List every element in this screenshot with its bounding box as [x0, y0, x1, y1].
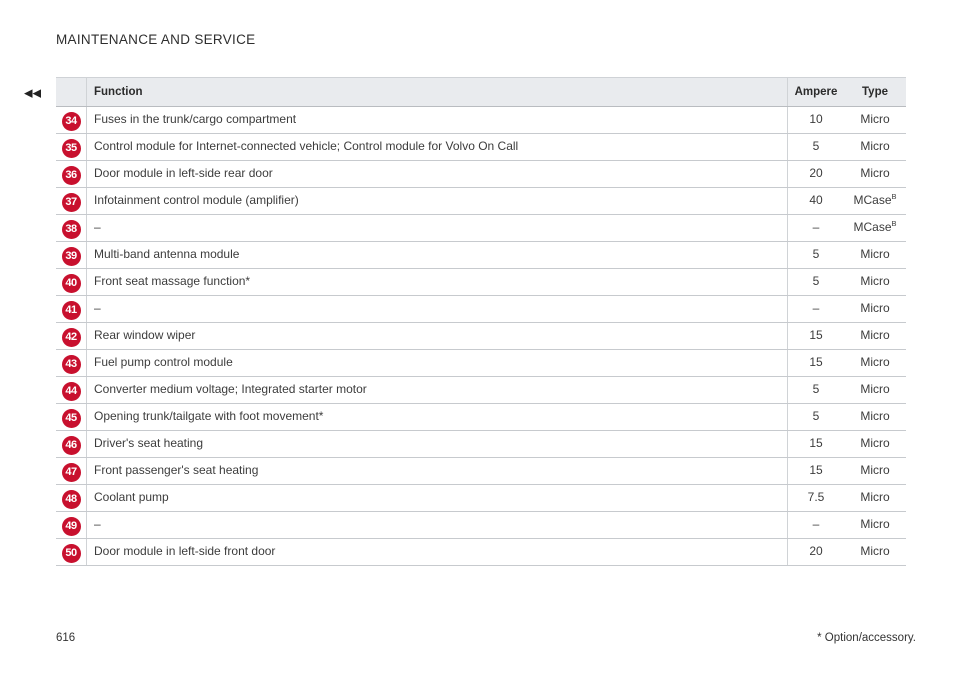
fuse-ampere: 5 [788, 242, 845, 269]
fuse-function: Fuel pump control module [87, 350, 788, 377]
fuse-number-badge: 34 [62, 112, 81, 131]
table-row [56, 269, 906, 296]
fuse-ampere: 15 [788, 431, 845, 458]
fuse-ampere: – [788, 296, 845, 323]
fuse-number-cell [56, 431, 87, 458]
fuse-type: Micro [860, 544, 890, 558]
fuse-number-cell [56, 485, 87, 512]
table-row [56, 350, 906, 377]
fuse-number-cell [56, 377, 87, 404]
table-row [56, 323, 906, 350]
fuse-type: Micro [860, 328, 890, 342]
fuse-type: Micro [860, 355, 890, 369]
fuse-function: – [87, 215, 788, 242]
fuse-number-cell [56, 296, 87, 323]
fuse-type-cell [844, 431, 906, 458]
fuse-type: Micro [860, 274, 890, 288]
footnote: * Option/accessory. [817, 632, 916, 644]
fuse-number-cell [56, 269, 87, 296]
fuse-function: – [87, 512, 788, 539]
fuse-type: Micro [860, 247, 890, 261]
fuse-type-cell [844, 404, 906, 431]
fuse-number-cell [56, 539, 87, 566]
header-function: Function [87, 78, 788, 107]
fuse-ampere: 5 [788, 134, 845, 161]
fuse-ampere: 15 [788, 323, 845, 350]
fuse-number-cell [56, 350, 87, 377]
fuse-type: Micro [860, 517, 890, 531]
fuse-function: Driver's seat heating [87, 431, 788, 458]
fuse-number-badge: 39 [62, 247, 81, 266]
fuse-type: MCase [853, 193, 892, 207]
fuse-number-cell [56, 404, 87, 431]
fuse-type-superscript: B [891, 219, 897, 228]
fuse-function: Multi-band antenna module [87, 242, 788, 269]
fuse-function: Fuses in the trunk/cargo compartment [87, 107, 788, 134]
fuse-function: Rear window wiper [87, 323, 788, 350]
fuse-number-badge: 36 [62, 166, 81, 185]
table-row [56, 485, 906, 512]
table-row [56, 161, 906, 188]
fuse-function: Front passenger's seat heating [87, 458, 788, 485]
fuse-type-cell [844, 134, 906, 161]
fuse-function: Opening trunk/tailgate with foot movement* [87, 404, 788, 431]
fuse-type-cell [844, 296, 906, 323]
fuse-ampere: 40 [788, 188, 845, 215]
table-row [56, 188, 906, 215]
fuse-type: Micro [860, 436, 890, 450]
header-number [56, 78, 87, 107]
fuse-function: Coolant pump [87, 485, 788, 512]
fuse-number-badge: 38 [62, 220, 81, 239]
fuse-number-badge: 46 [62, 436, 81, 455]
page-number: 616 [56, 632, 76, 644]
fuse-number-cell [56, 512, 87, 539]
fuse-number-badge: 49 [62, 517, 81, 536]
fuse-type-cell [844, 539, 906, 566]
table-header-row [56, 78, 906, 107]
fuse-ampere: 5 [788, 404, 845, 431]
fuse-type: Micro [860, 463, 890, 477]
fuse-function: Infotainment control module (amplifier) [87, 188, 788, 215]
table-row [56, 512, 906, 539]
table-row [56, 404, 906, 431]
fuse-number-badge: 43 [62, 355, 81, 374]
fuse-type-cell [844, 215, 906, 242]
fuse-type: MCase [853, 220, 892, 234]
fuse-type: Micro [860, 409, 890, 423]
fuse-function: Door module in left-side front door [87, 539, 788, 566]
table-row [56, 296, 906, 323]
fuse-number-cell [56, 458, 87, 485]
table-row [56, 107, 906, 134]
fuse-type-superscript: B [891, 192, 897, 201]
fuse-type-cell [844, 269, 906, 296]
table-row [56, 431, 906, 458]
section-title: MAINTENANCE AND SERVICE [56, 32, 256, 47]
fuse-number-badge: 45 [62, 409, 81, 428]
fuse-function: Front seat massage function* [87, 269, 788, 296]
table-row [56, 377, 906, 404]
fuse-number-cell [56, 215, 87, 242]
fuse-number-badge: 48 [62, 490, 81, 509]
fuse-number-cell [56, 188, 87, 215]
fuse-type-cell [844, 458, 906, 485]
fuse-number-cell [56, 134, 87, 161]
fuse-number-badge: 44 [62, 382, 81, 401]
double-chevron-left-icon[interactable]: ◂◂ [24, 83, 42, 102]
fuse-function: Door module in left-side rear door [87, 161, 788, 188]
fuse-type: Micro [860, 112, 890, 126]
fuse-type: Micro [860, 301, 890, 315]
table-row [56, 458, 906, 485]
fuse-function: Converter medium voltage; Integrated starter motor [87, 377, 788, 404]
fuse-type-cell [844, 242, 906, 269]
fuse-ampere: 5 [788, 377, 845, 404]
fuse-number-cell [56, 323, 87, 350]
fuse-ampere: 15 [788, 350, 845, 377]
fuse-number-cell [56, 242, 87, 269]
fuse-ampere: 15 [788, 458, 845, 485]
fuse-number-cell [56, 161, 87, 188]
table-row [56, 539, 906, 566]
fuse-type: Micro [860, 382, 890, 396]
fuse-number-badge: 50 [62, 544, 81, 563]
fuse-type-cell [844, 107, 906, 134]
fuse-ampere: 10 [788, 107, 845, 134]
fuse-type-cell [844, 350, 906, 377]
fuse-type-cell [844, 485, 906, 512]
table-row [56, 215, 906, 242]
fuse-type: Micro [860, 490, 890, 504]
fuse-type-cell [844, 161, 906, 188]
fuse-ampere: 20 [788, 161, 845, 188]
fuse-ampere: 5 [788, 269, 845, 296]
fuse-type-cell [844, 377, 906, 404]
fuse-number-badge: 37 [62, 193, 81, 212]
fuse-ampere: 7.5 [788, 485, 845, 512]
fuse-type-cell [844, 512, 906, 539]
fuse-function: Control module for Internet-connected vehicle; Control module for Volvo On Call [87, 134, 788, 161]
fuse-function: – [87, 296, 788, 323]
fuse-number-badge: 47 [62, 463, 81, 482]
table-row [56, 134, 906, 161]
fuse-type-cell [844, 323, 906, 350]
fuse-number-badge: 40 [62, 274, 81, 293]
header-ampere: Ampere [788, 78, 845, 107]
fuse-ampere: – [788, 215, 845, 242]
fuse-number-badge: 35 [62, 139, 81, 158]
fuse-number-cell [56, 107, 87, 134]
fuse-ampere: 20 [788, 539, 845, 566]
header-type: Type [844, 78, 906, 107]
table-row [56, 242, 906, 269]
fuse-type-cell [844, 188, 906, 215]
fuse-table [56, 77, 906, 566]
fuse-ampere: – [788, 512, 845, 539]
fuse-type: Micro [860, 166, 890, 180]
fuse-type: Micro [860, 139, 890, 153]
fuse-number-badge: 41 [62, 301, 81, 320]
fuse-number-badge: 42 [62, 328, 81, 347]
